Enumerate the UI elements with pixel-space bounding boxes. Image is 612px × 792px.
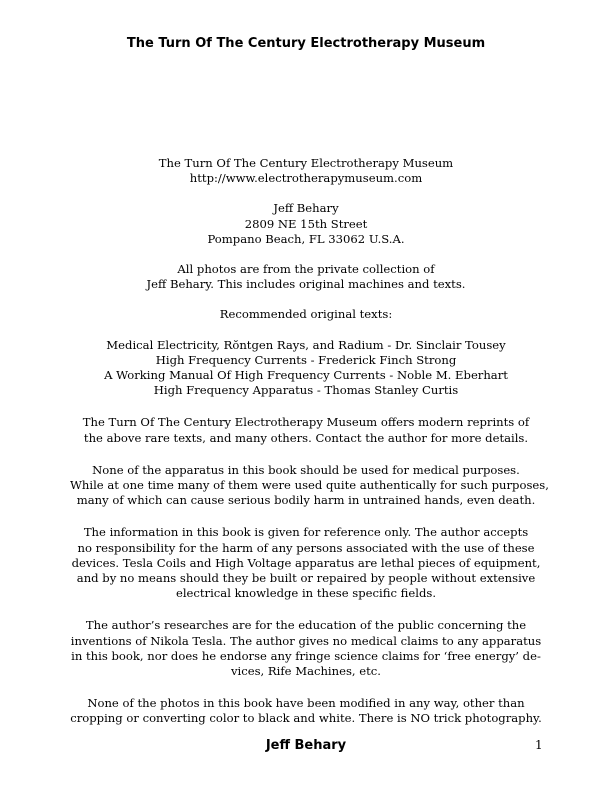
recommended-heading	[70, 307, 542, 322]
disclaimer-paragraph	[70, 525, 542, 601]
street-address: 2809 NE 15th Street	[244, 216, 368, 231]
paragraph-line: The author’s researches are for the education of the public concerning the	[85, 618, 527, 633]
paragraph-line: vices, Rife Machines, etc.	[230, 664, 381, 679]
research-paragraph	[70, 618, 542, 679]
paragraph-line: and by no means should they be built or repaired by people without extensive	[76, 571, 536, 586]
paragraph-line: The Turn Of The Century Electrotherapy Museum offers modern reprints of	[82, 415, 530, 430]
paragraph-line: many of which can cause serious bodily harm in untrained hands, even death.	[76, 493, 536, 508]
photos-note	[70, 262, 542, 292]
recommended-heading-text: Recommended original texts:	[219, 307, 393, 322]
paragraph-line: the above rare texts, and many others. Contact the author for more details.	[83, 430, 529, 445]
recommended-list	[70, 338, 542, 399]
paragraph-line: inventions of Nikola Tesla. The author gives no medical claims to any apparatus	[70, 633, 542, 648]
paragraph-line: None of the apparatus in this book should be used for medical purposes.	[92, 462, 520, 477]
paragraph-line: in this book, nor does he endorse any fringe science claims for ‘free energy’ de-	[71, 648, 541, 663]
paragraph-line: The information in this book is given for reference only. The author accepts	[83, 525, 529, 540]
photos-paragraph	[70, 696, 542, 726]
photos-note-line: All photos are from the private collection of	[177, 262, 435, 277]
city-address: Pompano Beach, FL 33062 U.S.A.	[207, 231, 405, 246]
photos-note-line: Jeff Behary. This includes original machines and texts.	[146, 277, 466, 292]
paragraph-line: electrical knowledge in these specific fields.	[175, 586, 437, 601]
contact-name: Jeff Behary	[273, 201, 339, 216]
recommended-text-item: A Working Manual Of High Frequency Currents - Noble M. Eberhart	[104, 368, 508, 383]
address-block	[70, 201, 542, 247]
contact-block	[70, 156, 542, 186]
museum-url[interactable]: http://www.electrotherapymuseum.com	[189, 171, 423, 186]
paragraph-line: cropping or converting color to black and white. There is NO trick photography.	[70, 711, 542, 726]
paragraph-line: While at one time many of them were used quite authentically for such purposes,	[70, 478, 549, 493]
recommended-text-item: Medical Electricity, Rŏntgen Rays, and Radium - Dr. Sinclair Tousey	[106, 337, 506, 352]
page-number: 1	[535, 738, 543, 752]
recommended-text-item: High Frequency Currents - Frederick Finch Strong	[155, 352, 457, 367]
footer-author: Jeff Behary	[265, 738, 347, 753]
paragraph-line: None of the photos in this book have been modified in any way, other than	[87, 696, 525, 711]
reprints-paragraph	[70, 415, 542, 445]
medical-warning-paragraph	[70, 462, 549, 509]
page-content	[70, 156, 549, 727]
recommended-text-item: High Frequency Apparatus - Thomas Stanley Curtis	[153, 383, 459, 398]
museum-name: The Turn Of The Century Electrotherapy Museum	[158, 156, 454, 170]
running-header: The Turn Of The Century Electrotherapy Museum	[126, 36, 486, 51]
paragraph-line: no responsibility for the harm of any persons associated with the use of these	[77, 540, 535, 555]
paragraph-line: devices. Tesla Coils and High Voltage apparatus are lethal pieces of equipment,	[71, 555, 541, 570]
